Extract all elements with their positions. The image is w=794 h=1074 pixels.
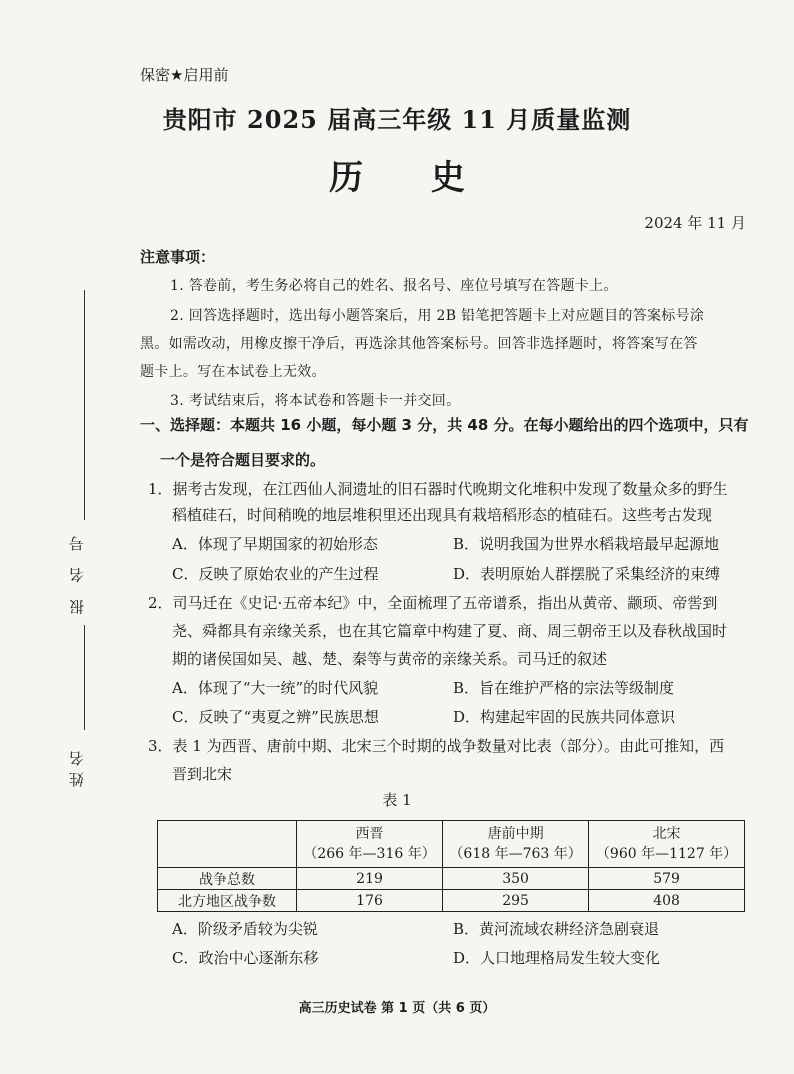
table-caption: 表 1 <box>382 791 412 809</box>
column-range: （960 年—1127 年） <box>595 846 738 862</box>
question-1-option-d: D．表明原始人群摆脱了采集经济的束缚 <box>453 565 721 583</box>
page-footer: 高三历史试卷 第 1 页（共 6 页） <box>298 1001 496 1016</box>
question-2-stem: 尧、舜都具有亲缘关系，也在其它篇章中构建了夏、商、周三朝帝王以及春秋战国时 <box>172 622 728 640</box>
column-range: （618 年—763 年） <box>449 846 582 862</box>
question-2-option-c: C．反映了“夷夏之辨”民族思想 <box>172 708 379 726</box>
confidential-mark: 保密★启用前 <box>140 66 229 84</box>
question-3-option-a: A．阶级矛盾较为尖锐 <box>172 920 318 938</box>
table-cell: 176 <box>297 890 443 912</box>
binding-line-top <box>84 290 85 520</box>
table-cell: 350 <box>443 868 589 890</box>
section-heading: 一、选择题：本题共 16 小题，每小题 3 分，共 48 分。在每小题给出的四个选项中，只有 <box>140 416 749 434</box>
table-column-header <box>443 821 589 868</box>
table-column-header <box>297 821 443 868</box>
section-heading-continued: 一个是符合题目要求的。 <box>160 451 326 469</box>
note-line: 2. 回答选择题时，选出每小题答案后，用 2B 铅笔把答题卡上对应题目的答案标号涂 <box>170 308 705 324</box>
table-cell: 408 <box>589 890 745 912</box>
question-2-option-a: A．体现了“大一统”的时代风貌 <box>172 679 379 697</box>
table-row <box>158 890 745 912</box>
table-cell: 295 <box>443 890 589 912</box>
registration-number-label: 报 名 号 <box>68 530 86 615</box>
question-1-stem: 1．据考古发现，在江西仙人洞遗址的旧石器时代晚期文化堆积中发现了数量众多的野生 <box>148 480 728 498</box>
column-name: 唐前中期 <box>487 826 544 842</box>
note-line: 黑。如需改动，用橡皮擦干净后，再选涂其他答案标号。回答非选择题时，将答案写在答 <box>140 336 698 352</box>
table-column-header <box>589 821 745 868</box>
table-cell: 219 <box>297 868 443 890</box>
question-3-stem: 3．表 1 为西晋、唐前中期、北宋三个时期的战争数量对比表（部分）。由此可推知，西 <box>148 737 725 755</box>
column-name: 北宋 <box>652 826 681 842</box>
question-3-stem: 晋到北宋 <box>172 765 233 783</box>
question-3-option-c: C．政治中心逐渐东移 <box>172 949 319 967</box>
note-line: 题卡上。写在本试卷上无效。 <box>140 364 326 380</box>
note-line: 1. 答卷前，考生务必将自己的姓名、报名号、座位号填写在答题卡上。 <box>170 278 618 294</box>
question-1-option-a: A．体现了早期国家的初始形态 <box>172 535 378 553</box>
note-line: 3. 考试结束后，将本试卷和答题卡一并交回。 <box>170 393 461 409</box>
binding-line-middle <box>84 625 85 730</box>
question-1-option-b: B．说明我国为世界水稻栽培最早起源地 <box>453 535 720 553</box>
table-cell: 579 <box>589 868 745 890</box>
war-count-table <box>157 820 745 912</box>
question-2-option-b: B．旨在维护严格的宗法等级制度 <box>453 679 675 697</box>
question-1-stem: 稻植硅石，时间稍晚的地层堆积里还出现具有栽培稻形态的植硅石。这些考古发现 <box>172 506 713 524</box>
table-corner-cell <box>158 821 297 868</box>
question-3-option-b: B．黄河流域农耕经济急剧衰退 <box>453 920 660 938</box>
question-1-option-c: C．反映了原始农业的产生过程 <box>172 565 379 583</box>
table-row <box>158 868 745 890</box>
column-name: 西晋 <box>355 826 384 842</box>
table-header-row <box>158 821 745 868</box>
column-range: （266 年—316 年） <box>303 846 436 862</box>
notes-heading: 注意事项： <box>140 248 216 266</box>
row-label: 北方地区战争数 <box>158 890 297 912</box>
row-label: 战争总数 <box>158 868 297 890</box>
question-2-option-d: D．构建起牢固的民族共同体意识 <box>453 708 676 726</box>
name-label: 姓名 <box>68 745 86 787</box>
question-2-stem: 期的诸侯国如吴、越、楚、秦等与黄帝的亲缘关系。司马迁的叙述 <box>172 650 608 668</box>
exam-title: 贵阳市 2025 届高三年级 11 月质量监测 <box>162 105 632 134</box>
subject-title: 历 史 <box>329 158 493 198</box>
question-2-stem: 2．司马迁在《史记·五帝本纪》中，全面梳理了五帝谱系，指出从黄帝、颛顼、帝喾到 <box>148 594 718 612</box>
exam-date: 2024 年 11 月 <box>644 214 746 232</box>
question-3-option-d: D．人口地理格局发生较大变化 <box>453 949 661 967</box>
